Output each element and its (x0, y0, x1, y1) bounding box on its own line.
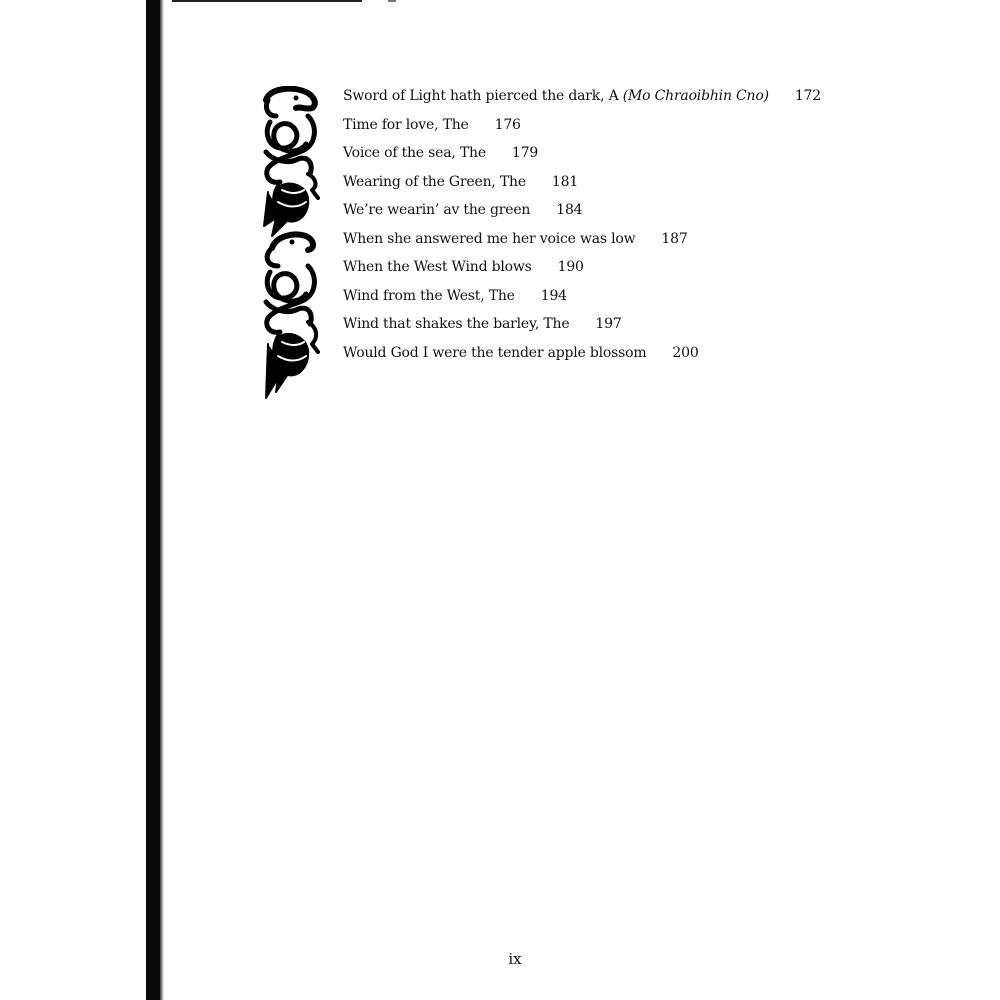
toc-entry-title: Voice of the sea, The (343, 145, 486, 161)
toc-entry-page: 197 (595, 316, 622, 332)
celtic-knotwork-border-icon (262, 86, 320, 400)
toc-entry-title: Time for love, The (343, 116, 469, 133)
toc-entry (343, 229, 803, 258)
table-of-contents (343, 86, 821, 371)
toc-entry-title: Wearing of the Green, The (343, 173, 526, 190)
toc-entry-title: Sword of Light hath pierced the dark, A (Mo Chraoibhin Cno) (343, 88, 769, 104)
toc-entry (343, 200, 803, 229)
toc-entry-page: 181 (551, 173, 579, 190)
toc-entry-title: When she answered me her voice was low (343, 230, 636, 247)
toc-entry-subtitle: (Mo Chraoibhin Cno) (622, 88, 769, 104)
page-number: ix (508, 950, 522, 968)
toc-entry-page: 200 (672, 344, 699, 361)
toc-entry (343, 286, 803, 315)
toc-entry-page: 184 (556, 202, 583, 218)
toc-entry (343, 172, 803, 201)
toc-entry (343, 343, 803, 372)
scan-shadow-gradient (160, 0, 164, 1000)
toc-entry (343, 314, 803, 343)
toc-entry-page: 190 (557, 259, 584, 275)
toc-entry-title: We’re wearin’ av the green (343, 202, 531, 218)
toc-entry (343, 143, 803, 172)
toc-entry-page: 172 (794, 88, 821, 104)
scan-top-rule (172, 0, 362, 2)
toc-entry-title: Wind from the West, The (343, 287, 515, 304)
toc-entry-title: Would God I were the tender apple blossom (343, 344, 647, 361)
toc-entry-page: 187 (661, 230, 688, 247)
scan-shadow-edge (146, 0, 160, 1000)
toc-entry-page: 194 (540, 287, 567, 304)
toc-entry-page: 179 (511, 145, 539, 161)
toc-entry (343, 257, 803, 286)
toc-entry (343, 86, 821, 115)
toc-entry-page: 176 (494, 116, 521, 133)
toc-entry-title: When the West Wind blows (343, 259, 532, 275)
scan-top-mark (388, 0, 396, 2)
toc-entry (343, 115, 803, 144)
toc-entry-title: Wind that shakes the barley, The (343, 316, 570, 332)
